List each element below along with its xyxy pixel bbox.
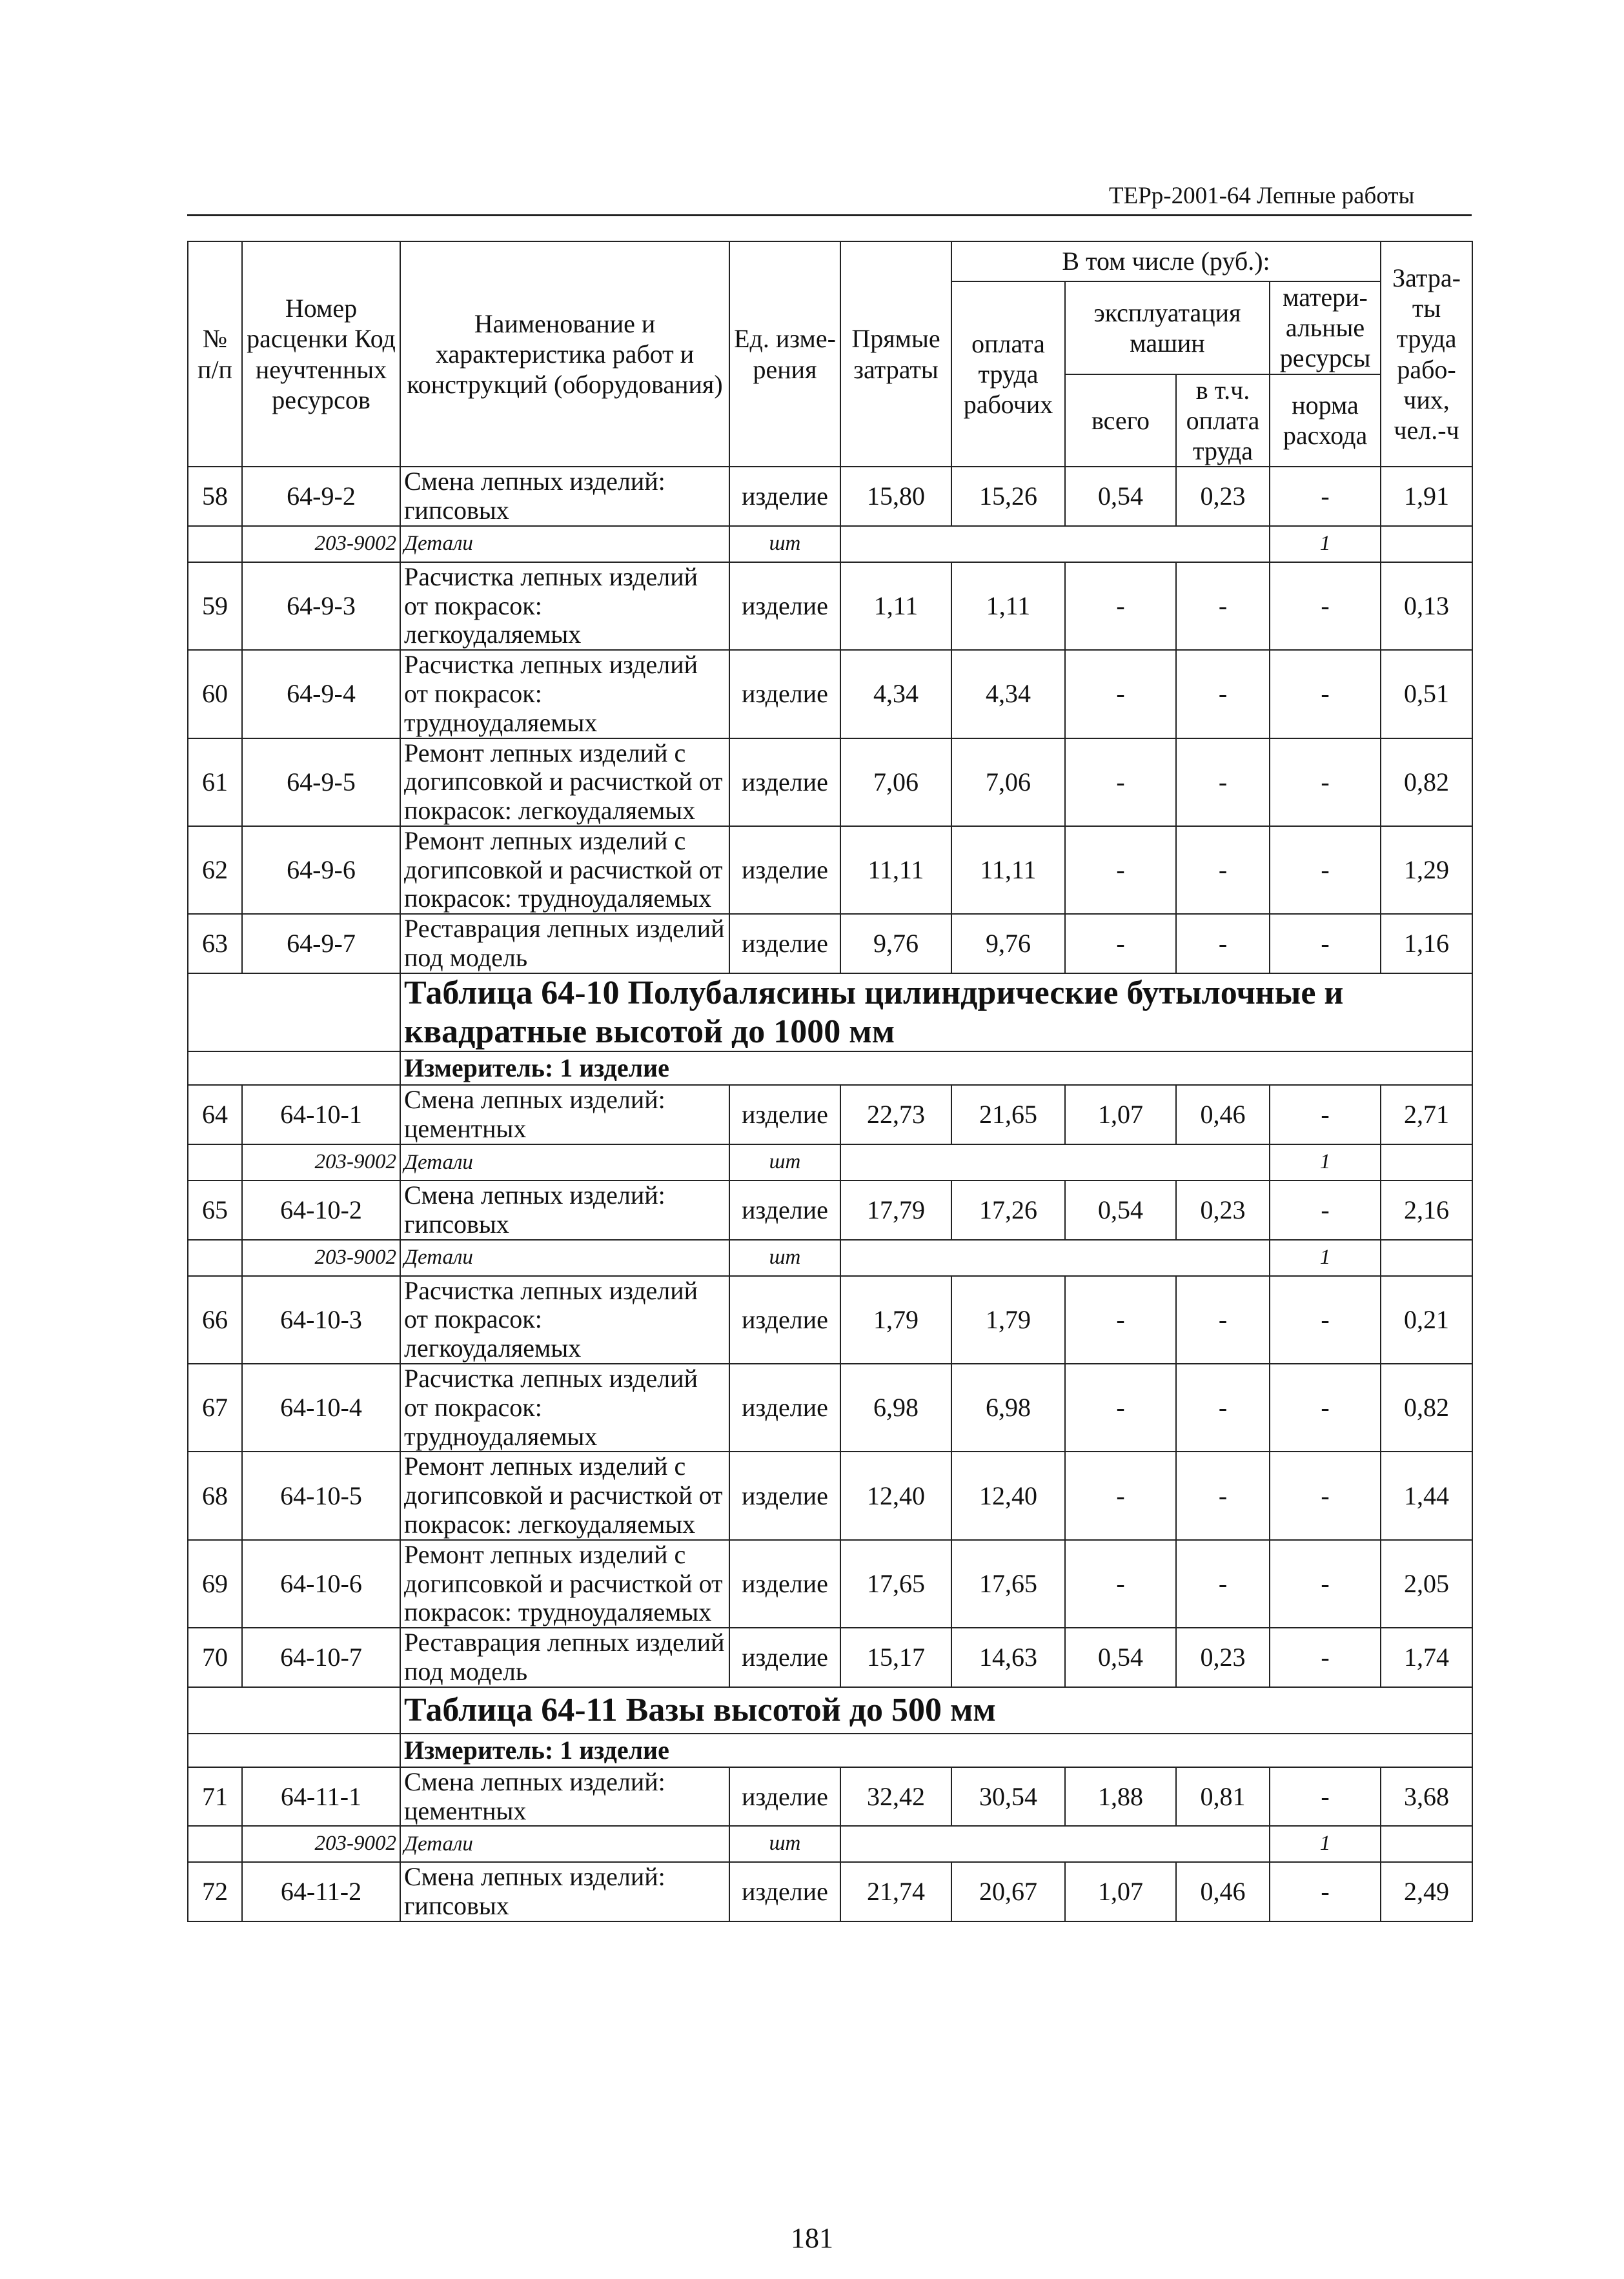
table-row: [188, 1452, 1472, 1539]
work-name: Смена лепных изделий: гипсовых: [400, 1862, 729, 1921]
row-num: [188, 526, 242, 562]
resource-code: 203-9002: [242, 1826, 400, 1862]
materials: -: [1270, 562, 1381, 650]
row-number: 59: [188, 562, 242, 650]
table-section-11-header: [188, 1687, 1472, 1767]
wages: 17,65: [951, 1540, 1065, 1628]
work-name: Расчистка лепных изделий от покрасок: трудноудаляемых: [400, 1364, 729, 1452]
direct-costs: 21,74: [840, 1862, 951, 1921]
labor-costs: 1,16: [1381, 914, 1472, 973]
table-10-measure: Измеритель: 1 изделие: [400, 1051, 1472, 1085]
table-row: [188, 1085, 1472, 1144]
machines-total: -: [1065, 1540, 1176, 1628]
machines-wages: 0,81: [1176, 1767, 1270, 1827]
rate-code: 64-9-4: [242, 650, 400, 738]
wages: 15,26: [951, 467, 1065, 526]
col-header-code: Номер расценки Код неучтенных ресурсов: [242, 241, 400, 467]
labor-costs: 3,68: [1381, 1767, 1472, 1827]
resource-empty-labor: [1381, 1144, 1472, 1180]
resource-empty-cost: [840, 1144, 1270, 1180]
wages: 30,54: [951, 1767, 1065, 1827]
labor-costs: 1,91: [1381, 467, 1472, 526]
table-row: [188, 1540, 1472, 1628]
machines-total: 1,88: [1065, 1767, 1176, 1827]
direct-costs: 4,34: [840, 650, 951, 738]
rate-code: 64-9-6: [242, 826, 400, 914]
rate-code: 64-10-5: [242, 1452, 400, 1539]
work-name: Смена лепных изделий: цементных: [400, 1767, 729, 1827]
materials: -: [1270, 738, 1381, 826]
resource-row: [188, 1144, 1472, 1180]
col-header-labor: Затра-ты труда рабо-чих, чел.-ч: [1381, 241, 1472, 467]
row-num: [188, 1144, 242, 1180]
machines-wages: -: [1176, 1452, 1270, 1539]
materials: -: [1270, 1767, 1381, 1827]
machines-total: -: [1065, 914, 1176, 973]
work-name: Ремонт лепных изделий с догипсовкой и расчисткой от покрасок: трудноудаляемых: [400, 826, 729, 914]
unit: изделие: [729, 1085, 840, 1144]
labor-costs: 2,05: [1381, 1540, 1472, 1628]
machines-wages: -: [1176, 738, 1270, 826]
resource-norm: 1: [1270, 526, 1381, 562]
machines-total: 1,07: [1065, 1085, 1176, 1144]
wages: 1,11: [951, 562, 1065, 650]
row-number: 60: [188, 650, 242, 738]
col-header-unit: Ед. изме-рения: [729, 241, 840, 467]
work-name: Ремонт лепных изделий с догипсовкой и расчисткой от покрасок: легкоудаляемых: [400, 1452, 729, 1539]
table-body-section-10: [188, 1085, 1472, 1686]
table-body-section-9: [188, 467, 1472, 973]
table-row: [188, 1364, 1472, 1452]
row-num: [188, 1826, 242, 1862]
wages: 6,98: [951, 1364, 1065, 1452]
direct-costs: 6,98: [840, 1364, 951, 1452]
materials: -: [1270, 467, 1381, 526]
resource-norm: 1: [1270, 1240, 1381, 1276]
resource-unit: шт: [729, 1144, 840, 1180]
rate-code: 64-9-2: [242, 467, 400, 526]
machines-wages: -: [1176, 562, 1270, 650]
machines-total: 0,54: [1065, 467, 1176, 526]
row-number: 64: [188, 1085, 242, 1144]
materials: -: [1270, 1276, 1381, 1364]
machines-wages: 0,46: [1176, 1862, 1270, 1921]
col-header-materials-norm: норма расхода: [1270, 374, 1381, 467]
labor-costs: 1,29: [1381, 826, 1472, 914]
unit: изделие: [729, 1767, 840, 1827]
rate-code: 64-10-4: [242, 1364, 400, 1452]
rate-code: 64-10-7: [242, 1628, 400, 1687]
labor-costs: 0,51: [1381, 650, 1472, 738]
resource-name: Детали: [400, 526, 729, 562]
table-row: [188, 467, 1472, 526]
materials: -: [1270, 1452, 1381, 1539]
wages: 21,65: [951, 1085, 1065, 1144]
machines-total: 0,54: [1065, 1180, 1176, 1240]
resource-row: [188, 526, 1472, 562]
row-number: 69: [188, 1540, 242, 1628]
row-number: 67: [188, 1364, 242, 1452]
machines-total: -: [1065, 650, 1176, 738]
table-11-measure: Измеритель: 1 изделие: [400, 1734, 1472, 1767]
page-number: 181: [791, 2222, 833, 2254]
labor-costs: 0,13: [1381, 562, 1472, 650]
materials: -: [1270, 1364, 1381, 1452]
direct-costs: 9,76: [840, 914, 951, 973]
unit: изделие: [729, 1628, 840, 1687]
unit: изделие: [729, 826, 840, 914]
materials: -: [1270, 1085, 1381, 1144]
col-header-materials: матери-альные ресурсы: [1270, 281, 1381, 374]
direct-costs: 15,80: [840, 467, 951, 526]
wages: 4,34: [951, 650, 1065, 738]
resource-empty-labor: [1381, 526, 1472, 562]
labor-costs: 0,82: [1381, 1364, 1472, 1452]
row-number: 65: [188, 1180, 242, 1240]
work-name: Смена лепных изделий: гипсовых: [400, 1180, 729, 1240]
direct-costs: 17,65: [840, 1540, 951, 1628]
rate-code: 64-11-1: [242, 1767, 400, 1827]
table-row: [188, 914, 1472, 973]
machines-wages: -: [1176, 1276, 1270, 1364]
wages: 11,11: [951, 826, 1065, 914]
direct-costs: 7,06: [840, 738, 951, 826]
resource-code: 203-9002: [242, 526, 400, 562]
table-row: [188, 1767, 1472, 1827]
resource-empty-labor: [1381, 1826, 1472, 1862]
labor-costs: 0,82: [1381, 738, 1472, 826]
labor-costs: 0,21: [1381, 1276, 1472, 1364]
section-spacer: [188, 1687, 400, 1734]
resource-name: Детали: [400, 1144, 729, 1180]
materials: -: [1270, 1180, 1381, 1240]
machines-wages: 0,23: [1176, 1180, 1270, 1240]
row-number: 61: [188, 738, 242, 826]
table-11-title: Таблица 64-11 Вазы высотой до 500 мм: [400, 1687, 1472, 1734]
table-row: [188, 1628, 1472, 1687]
row-number: 70: [188, 1628, 242, 1687]
direct-costs: 1,79: [840, 1276, 951, 1364]
col-header-name: Наименование и характеристика работ и конструкций (оборудования): [400, 241, 729, 467]
document-header: ТЕРр-2001-64 Лепные работы: [1109, 183, 1415, 209]
work-name: Расчистка лепных изделий от покрасок: легкоудаляемых: [400, 562, 729, 650]
materials: -: [1270, 650, 1381, 738]
table-10-title: Таблица 64-10 Полубалясины цилиндрические бутылочные и квадратные высотой до 1000 мм: [400, 973, 1472, 1052]
unit: изделие: [729, 1180, 840, 1240]
resource-empty-cost: [840, 1240, 1270, 1276]
table-row: [188, 1276, 1472, 1364]
rate-code: 64-10-1: [242, 1085, 400, 1144]
materials: -: [1270, 826, 1381, 914]
work-name: Смена лепных изделий: гипсовых: [400, 467, 729, 526]
unit: изделие: [729, 562, 840, 650]
col-header-num: № п/п: [188, 241, 242, 467]
wages: 1,79: [951, 1276, 1065, 1364]
direct-costs: 17,79: [840, 1180, 951, 1240]
wages: 17,26: [951, 1180, 1065, 1240]
resource-code: 203-9002: [242, 1144, 400, 1180]
unit: изделие: [729, 1862, 840, 1921]
table-row: [188, 1180, 1472, 1240]
machines-total: -: [1065, 1452, 1176, 1539]
section-spacer: [188, 1734, 400, 1767]
work-name: Расчистка лепных изделий от покрасок: трудноудаляемых: [400, 650, 729, 738]
direct-costs: 15,17: [840, 1628, 951, 1687]
work-name: Смена лепных изделий: цементных: [400, 1085, 729, 1144]
machines-total: 0,54: [1065, 1628, 1176, 1687]
row-number: 58: [188, 467, 242, 526]
resource-norm: 1: [1270, 1144, 1381, 1180]
col-header-machines-wages: в т.ч. оплата труда: [1176, 374, 1270, 467]
unit: изделие: [729, 914, 840, 973]
row-number: 62: [188, 826, 242, 914]
row-number: 68: [188, 1452, 242, 1539]
col-header-including: В том числе (руб.):: [951, 241, 1381, 281]
table-row: [188, 826, 1472, 914]
machines-wages: 0,23: [1176, 1628, 1270, 1687]
unit: изделие: [729, 467, 840, 526]
work-name: Ремонт лепных изделий с догипсовкой и расчисткой от покрасок: легкоудаляемых: [400, 738, 729, 826]
section-spacer: [188, 973, 400, 1052]
direct-costs: 11,11: [840, 826, 951, 914]
table-row: [188, 1862, 1472, 1921]
machines-total: 1,07: [1065, 1862, 1176, 1921]
machines-total: -: [1065, 826, 1176, 914]
resource-empty-cost: [840, 526, 1270, 562]
wages: 20,67: [951, 1862, 1065, 1921]
machines-wages: -: [1176, 1364, 1270, 1452]
col-header-wages: оплата труда рабочих: [951, 281, 1065, 467]
table-row: [188, 562, 1472, 650]
rate-code: 64-9-7: [242, 914, 400, 973]
direct-costs: 22,73: [840, 1085, 951, 1144]
resource-empty-cost: [840, 1826, 1270, 1862]
work-name: Ремонт лепных изделий с догипсовкой и расчисткой от покрасок: трудноудаляемых: [400, 1540, 729, 1628]
labor-costs: 1,44: [1381, 1452, 1472, 1539]
direct-costs: 12,40: [840, 1452, 951, 1539]
resource-empty-labor: [1381, 1240, 1472, 1276]
unit: изделие: [729, 1452, 840, 1539]
machines-total: -: [1065, 562, 1176, 650]
materials: -: [1270, 914, 1381, 973]
work-name: Расчистка лепных изделий от покрасок: легкоудаляемых: [400, 1276, 729, 1364]
table-section-10-header: [188, 973, 1472, 1086]
work-name: Реставрация лепных изделий под модель: [400, 1628, 729, 1687]
section-spacer: [188, 1051, 400, 1085]
row-number: 63: [188, 914, 242, 973]
direct-costs: 32,42: [840, 1767, 951, 1827]
machines-wages: 0,46: [1176, 1085, 1270, 1144]
col-header-direct: Прямые затраты: [840, 241, 951, 467]
resource-unit: шт: [729, 526, 840, 562]
machines-wages: 0,23: [1176, 467, 1270, 526]
rate-code: 64-11-2: [242, 1862, 400, 1921]
resource-row: [188, 1826, 1472, 1862]
machines-wages: -: [1176, 1540, 1270, 1628]
table-row: [188, 738, 1472, 826]
rates-table: [187, 241, 1473, 1922]
unit: изделие: [729, 1540, 840, 1628]
machines-total: -: [1065, 738, 1176, 826]
row-number: 66: [188, 1276, 242, 1364]
labor-costs: 2,16: [1381, 1180, 1472, 1240]
wages: 14,63: [951, 1628, 1065, 1687]
machines-wages: -: [1176, 826, 1270, 914]
rate-code: 64-10-6: [242, 1540, 400, 1628]
wages: 7,06: [951, 738, 1065, 826]
machines-total: -: [1065, 1364, 1176, 1452]
machines-wages: -: [1176, 914, 1270, 973]
unit: изделие: [729, 650, 840, 738]
rate-code: 64-9-3: [242, 562, 400, 650]
table-body-section-11: [188, 1767, 1472, 1921]
row-num: [188, 1240, 242, 1276]
unit: изделие: [729, 738, 840, 826]
materials: -: [1270, 1540, 1381, 1628]
unit: изделие: [729, 1276, 840, 1364]
labor-costs: 2,71: [1381, 1085, 1472, 1144]
rate-code: 64-9-5: [242, 738, 400, 826]
resource-name: Детали: [400, 1826, 729, 1862]
direct-costs: 1,11: [840, 562, 951, 650]
wages: 12,40: [951, 1452, 1065, 1539]
resource-unit: шт: [729, 1240, 840, 1276]
unit: изделие: [729, 1364, 840, 1452]
wages: 9,76: [951, 914, 1065, 973]
labor-costs: 2,49: [1381, 1862, 1472, 1921]
rate-code: 64-10-2: [242, 1180, 400, 1240]
col-header-machines: эксплуатация машин: [1065, 281, 1270, 374]
materials: -: [1270, 1862, 1381, 1921]
resource-norm: 1: [1270, 1826, 1381, 1862]
resource-code: 203-9002: [242, 1240, 400, 1276]
materials: -: [1270, 1628, 1381, 1687]
machines-wages: -: [1176, 650, 1270, 738]
labor-costs: 1,74: [1381, 1628, 1472, 1687]
rate-code: 64-10-3: [242, 1276, 400, 1364]
table-row: [188, 650, 1472, 738]
row-number: 72: [188, 1862, 242, 1921]
row-number: 71: [188, 1767, 242, 1827]
work-name: Реставрация лепных изделий под модель: [400, 914, 729, 973]
machines-total: -: [1065, 1276, 1176, 1364]
resource-unit: шт: [729, 1826, 840, 1862]
col-header-machines-total: всего: [1065, 374, 1176, 467]
header-rule: [187, 214, 1472, 216]
resource-name: Детали: [400, 1240, 729, 1276]
resource-row: [188, 1240, 1472, 1276]
table-header: [188, 241, 1472, 467]
